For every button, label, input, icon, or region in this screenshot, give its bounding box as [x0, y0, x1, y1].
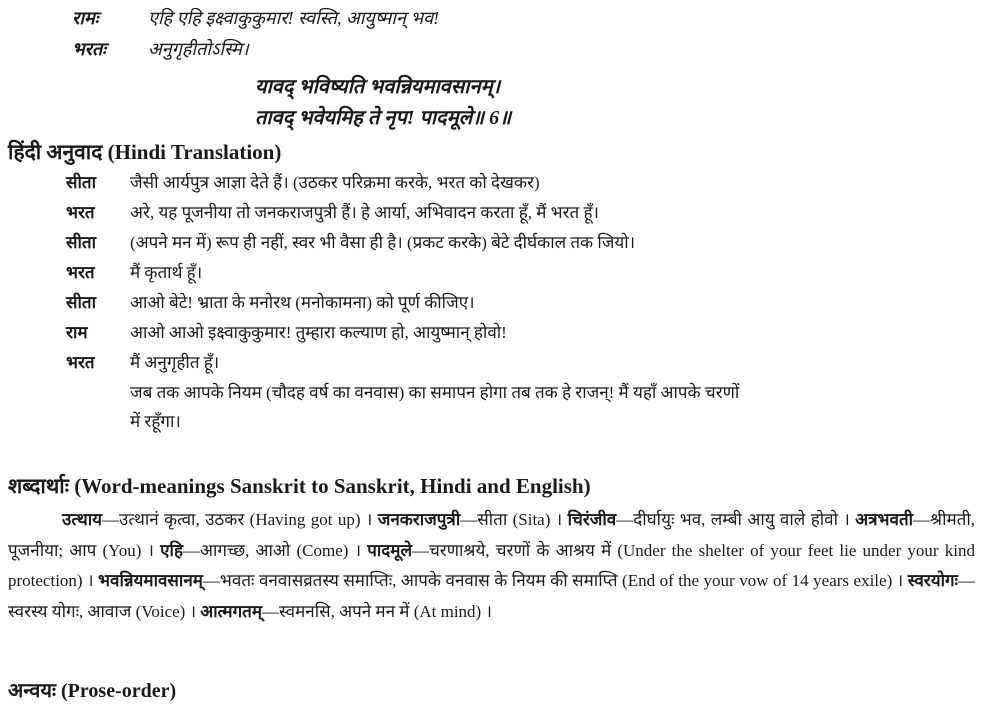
term: उत्थाय	[62, 510, 103, 529]
dialogue-row	[66, 350, 219, 373]
term: स्वरयोगः	[907, 571, 958, 590]
meaning: —स्वरस्य योगः, आवाज (Voice) ।	[8, 571, 975, 621]
speaker: सीता	[66, 173, 96, 192]
word-meanings-heading: शब्दार्थाः (Word-meanings Sanskrit to Sanskrit, Hindi and English)	[8, 474, 591, 498]
meaning: —स्वमनसि, अपने मन में (At mind) ।	[262, 601, 492, 621]
sanskrit-line-1	[72, 6, 439, 30]
dialogue-continuation: जब तक आपके नियम (चौदह वर्ष का वनवास) का समापन होगा तब तक हे राजन्! मैं यहाँ आपके चरणों	[130, 383, 740, 402]
dialogue-row	[66, 290, 475, 313]
speaker: भरत	[66, 353, 95, 372]
dialogue-row	[66, 200, 599, 223]
speaker: सीता	[66, 233, 96, 252]
meaning: —दीर्घायुः भव, लम्बी आयु वाले होवो ।	[616, 510, 856, 529]
dialogue-text: अरे, यह पूजनीया तो जनकराजपुत्री हैं। हे आर्या, अभिवादन करता हूँ, मैं भरत हूँ।	[130, 203, 599, 222]
dialogue-text: एहि एहि इक्ष्वाकुकुमार! स्वस्ति, आयुष्मान् भव!	[148, 8, 440, 28]
meaning: —चरणाश्रये, चरणों के आश्रय में (Under the shelter of your feet lie under your kind protection) ।	[8, 540, 975, 590]
dialogue-text: मैं अनुगृहीत हूँ।	[130, 353, 220, 372]
term: अत्रभवती	[855, 510, 914, 529]
term: एहि	[160, 540, 183, 560]
sanskrit-line-2	[72, 37, 249, 61]
dialogue-text: अनुगृहीतोऽस्मि।	[148, 39, 249, 59]
term: भवन्नियमावसानम्	[98, 571, 203, 590]
verse-line-1: यावद् भविष्यति भवन्नियमावसानम्।	[255, 76, 501, 98]
dialogue-text: मैं कृतार्थ हूँ।	[130, 263, 203, 282]
dialogue-row	[66, 320, 507, 343]
term: चिरंजीव	[567, 510, 617, 529]
meaning: —आगच्छ, आओ (Come) ।	[183, 540, 368, 560]
speaker: राम	[66, 323, 88, 342]
verse-line-2: तावद् भवेयमिह ते नृप! पादमूले॥ 6॥	[255, 107, 512, 129]
dialogue-row	[66, 260, 202, 283]
meaning: —भवतः वनवासव्रतस्य समाप्तिः, आपके वनवास के नियम की समाप्ति (End of the your vow of 14 years exile) ।	[202, 571, 908, 590]
dialogue-row	[66, 230, 635, 253]
speaker: सीता	[66, 293, 96, 312]
prose-order-heading: अन्वयः (Prose-order)	[8, 680, 177, 702]
dialogue-text: आओ बेटे! भ्राता के मनोरथ (मनोकामना) को पूर्ण कीजिए।	[130, 293, 475, 312]
dialogue-text: जैसी आर्यपुत्र आज्ञा देते हैं। (उठकर परिक्रमा करके, भरत को देखकर)	[130, 173, 540, 192]
word-meanings-paragraph	[8, 505, 975, 627]
term: जनकराजपुत्री	[377, 510, 461, 529]
dialogue-row	[66, 170, 540, 193]
term: आत्मगतम्	[200, 601, 263, 621]
term: पादमूले	[367, 540, 412, 560]
speaker: रामः	[72, 8, 99, 28]
meaning: —उत्थानं कृत्वा, उठकर (Having got up) ।	[102, 510, 378, 529]
speaker: भरत	[66, 203, 95, 222]
hindi-translation-heading: हिंदी अनुवाद (Hindi Translation)	[8, 140, 282, 164]
dialogue-text: आओ आओ इक्ष्वाकुकुमार! तुम्हारा कल्याण हो, आयुष्मान् होवो!	[130, 323, 507, 342]
speaker: भरत	[66, 263, 95, 282]
speaker: भरतः	[72, 39, 106, 59]
dialogue-continuation: में रहूँगा।	[130, 412, 181, 431]
meaning: —श्रीमती, पूजनीया; आप (You) ।	[8, 510, 975, 560]
dialogue-text: (अपने मन में) रूप ही नहीं, स्वर भी वैसा ही है। (प्रकट करके) बेटे दीर्घकाल तक जियो।	[130, 233, 636, 252]
meaning: —सीता (Sita) ।	[460, 510, 568, 529]
